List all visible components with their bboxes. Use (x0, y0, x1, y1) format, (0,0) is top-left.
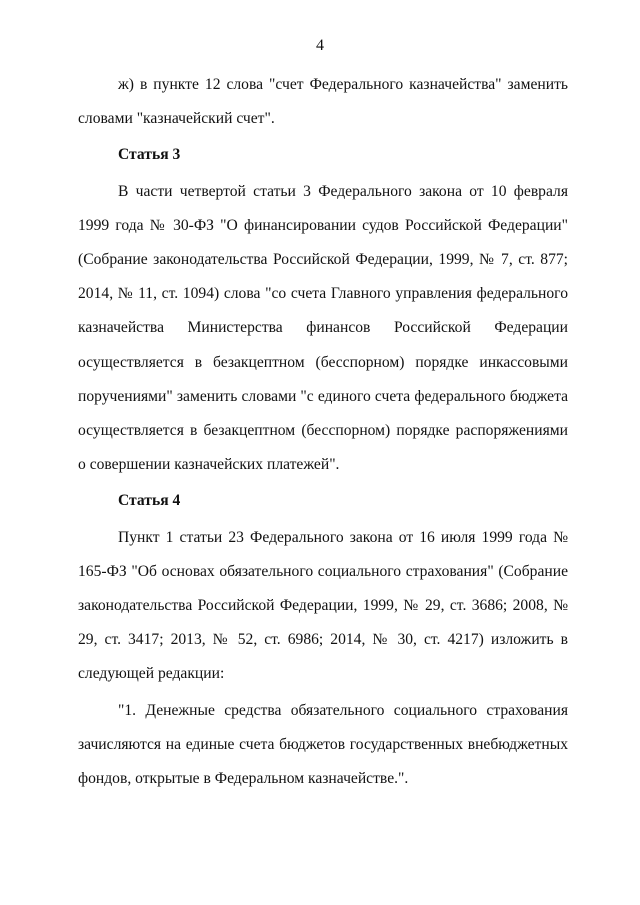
article-3-text: В части четвертой статьи 3 Федерального закона от 10 февраля 1999 года № 30-ФЗ "О финансировании судов Российской Федерации" (Собрание законодательства Российской Федерации, 1999, № 7, ст. 877; 2014, № 11, ст. 1094) слова "со счета Главного управления федерального казначейства Министерства финансов Российской Федерации осуществляется в безакцептном (бесспорном) порядке инкассовыми поручениями" заменить словами "с единого счета федерального бюджета осуществляется в безакцептном (бесспорном) порядке распоряжениями о совершении казначейских платежей". (78, 182, 568, 474)
document-body (78, 68, 568, 796)
paragraph-zh: ж) в пункте 12 слова "счет Федерального казначейства" заменить словами "казначейский счет". (78, 76, 568, 128)
page-number: 4 (316, 37, 324, 54)
article-4-text: Пункт 1 статьи 23 Федерального закона от 16 июля 1999 года № 165-ФЗ "Об основах обязательного социального страхования" (Собрание законодательства Российской Федерации, 1999, № 29, ст. 3686; 2008, № 29, ст. 3417; 2013, № 52, ст. 6986; 2014, № 30, ст. 4217) изложить в следующей редакции: (78, 528, 568, 683)
article-4-quote: "1. Денежные средства обязательного социального страхования зачисляются на единые счета бюджетов государственных внебюджетных фондов, открытые в Федеральном казначействе.". (78, 701, 568, 788)
article-4-heading: Статья 4 (118, 492, 181, 510)
article-3-heading: Статья 3 (118, 146, 181, 164)
